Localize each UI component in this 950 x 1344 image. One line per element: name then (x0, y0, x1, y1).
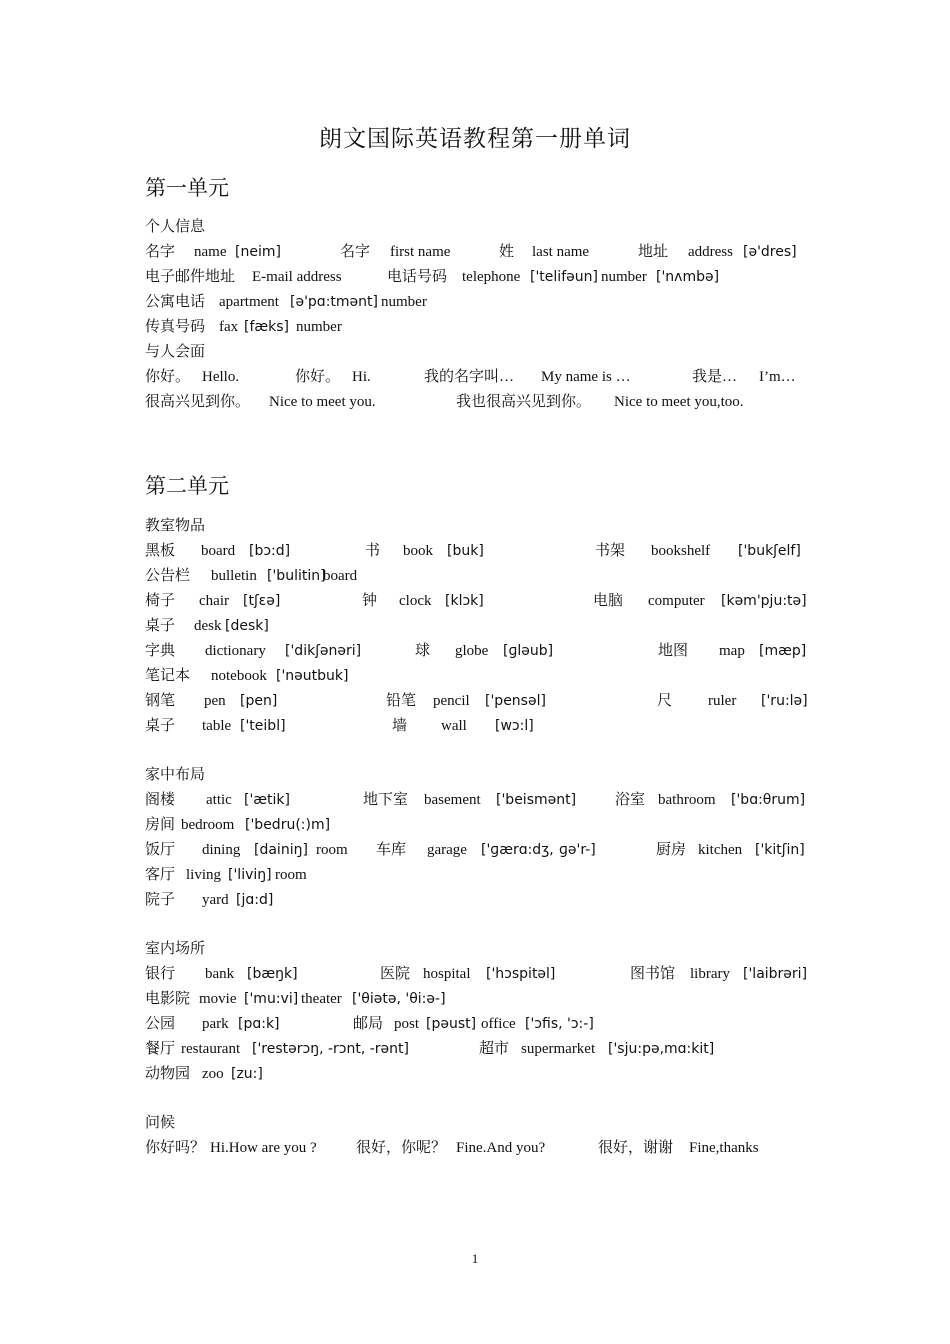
chinese-word: 院子 (145, 892, 176, 908)
phonetic: [desk] (225, 618, 269, 634)
section-heading (145, 763, 810, 787)
phonetic: ['ɔfis, 'ɔ:-] (525, 1016, 594, 1032)
english-word: theater (301, 991, 342, 1007)
chinese-word: 铅笔 (386, 693, 417, 709)
phonetic: [kəm'pju:tə] (721, 593, 807, 609)
english-word: first name (390, 244, 451, 260)
chinese-word: 动物园 (145, 1066, 191, 1082)
english-word: Nice to meet you. (269, 394, 376, 410)
phonetic: ['ɡærɑ:dʒ, (481, 842, 554, 858)
english-word: bedroom (181, 817, 235, 833)
vocab-line (145, 689, 810, 713)
english-word: pencil (433, 693, 470, 709)
chinese-word: 电影院 (145, 991, 191, 1007)
chinese-word: 电脑 (593, 593, 624, 609)
english-word: kitchen (698, 842, 743, 858)
unit-heading: 第一单元 (145, 176, 229, 200)
phonetic: ['bɑ:θrum] (731, 792, 806, 808)
english-word: number (601, 269, 647, 285)
vocab-line (145, 390, 810, 414)
phonetic: [ɡləub] (503, 643, 554, 659)
phonetic: [wɔ:l] (495, 718, 534, 734)
chinese-word: 我的名字叫… (424, 369, 515, 385)
vocab-line (145, 987, 810, 1011)
english-word: bank (205, 966, 235, 982)
english-word: restaurant (181, 1041, 241, 1057)
chinese-word: 图书馆 (630, 966, 676, 982)
english-word: Nice to meet you,too. (614, 394, 744, 410)
english-word: clock (399, 593, 432, 609)
vocab-line (145, 788, 810, 812)
english-word: Fine.And you? (456, 1140, 546, 1156)
phonetic: [pɑ:k] (238, 1016, 280, 1032)
vocab-line (145, 962, 810, 986)
english-word: board (323, 568, 358, 584)
chinese-word: 阁楼 (145, 792, 176, 808)
phonetic: ['θiətə, 'θi:ə-] (352, 991, 446, 1007)
english-word: room (316, 842, 348, 858)
chinese-word: 你好吗？ (145, 1140, 206, 1156)
vocab-line (145, 240, 810, 264)
phonetic: ['liviŋ] (228, 867, 272, 883)
section-heading-text: 个人信息 (145, 219, 206, 235)
chinese-word: 电子邮件地址 (145, 269, 236, 285)
chinese-word: 地下室 (363, 792, 409, 808)
phonetic: ['nəutbuk] (276, 668, 349, 684)
vocab-line (145, 589, 810, 613)
vocab-line (145, 614, 810, 638)
english-word: wall (441, 718, 467, 734)
english-word: room (275, 867, 307, 883)
english-word: dining (202, 842, 241, 858)
phonetic: [pəust] (426, 1016, 477, 1032)
chinese-word: 桌子 (145, 618, 176, 634)
section-heading (145, 1111, 810, 1135)
phonetic: [mæp] (759, 643, 807, 659)
english-word: bulletin (211, 568, 257, 584)
english-word: chair (199, 593, 229, 609)
chinese-word: 名字 (340, 244, 371, 260)
chinese-word: 很高兴见到你。 (145, 394, 251, 410)
chinese-word: 地图 (658, 643, 689, 659)
chinese-word: 字典 (145, 643, 176, 659)
page-number: 1 (471, 1251, 479, 1266)
english-word: pen (204, 693, 226, 709)
vocab-line (145, 315, 810, 339)
chinese-word: 你好。 (145, 369, 191, 385)
vocab-line (145, 639, 810, 663)
chinese-word: 书 (365, 543, 381, 559)
chinese-word: 电话号码 (387, 269, 448, 285)
english-word: number (381, 294, 427, 310)
chinese-word: 公园 (145, 1016, 176, 1032)
vocab-line (145, 290, 810, 314)
chinese-word: 球 (415, 643, 431, 659)
vocab-line (145, 863, 810, 887)
english-word: Hi.How are you ? (210, 1140, 317, 1156)
phonetic: ['sju:pə,mɑ:kit] (608, 1041, 715, 1057)
english-word: E-mail address (252, 269, 342, 285)
chinese-word: 饭厅 (145, 842, 176, 858)
section-heading-text: 教室物品 (145, 518, 206, 534)
phonetic: ['bedru(:)m] (245, 817, 331, 833)
english-word: supermarket (521, 1041, 596, 1057)
english-word: Hi. (352, 369, 371, 385)
chinese-word: 厨房 (656, 842, 687, 858)
phonetic: ['kitʃin] (755, 842, 805, 858)
chinese-word: 房间 (145, 817, 176, 833)
english-word: basement (424, 792, 481, 808)
english-word: bookshelf (651, 543, 711, 559)
english-word: table (202, 718, 232, 734)
chinese-word: 我也很高兴见到你。 (456, 394, 592, 410)
chinese-word: 桌子 (145, 718, 176, 734)
phonetic: [neim] (235, 244, 281, 260)
chinese-word: 超市 (479, 1041, 510, 1057)
phonetic: ['nʌmbə] (656, 269, 720, 285)
phonetic: ['ætik] (244, 792, 291, 808)
phonetic: [ə'dres] (743, 244, 797, 260)
chinese-word: 餐厅 (145, 1041, 176, 1057)
english-word: zoo (202, 1066, 224, 1082)
chinese-word: 医院 (380, 966, 411, 982)
vocab-line (145, 838, 810, 862)
english-word: Fine,thanks (689, 1140, 759, 1156)
english-word: book (403, 543, 433, 559)
chinese-word: 公寓电话 (145, 294, 206, 310)
chinese-word: 地址 (638, 244, 669, 260)
section-heading-text: 与人会面 (145, 344, 206, 360)
english-word: apartment (219, 294, 279, 310)
english-word: park (202, 1016, 229, 1032)
section-heading-text: 问候 (145, 1115, 176, 1131)
english-word: map (719, 643, 745, 659)
chinese-word: 姓 (499, 244, 515, 260)
chinese-word: 名字 (145, 244, 176, 260)
english-word: address (688, 244, 733, 260)
section-heading (145, 340, 810, 364)
chinese-word: 钢笔 (145, 693, 176, 709)
phonetic: ['dikʃənəri] (285, 643, 362, 659)
phonetic: ['bukʃelf] (738, 543, 801, 559)
section-heading (145, 937, 810, 961)
phonetic: ['bulitin] (267, 568, 326, 584)
phonetic: [bɔ:d] (249, 543, 291, 559)
phonetic: ['pensəl] (485, 693, 546, 709)
chinese-word: 浴室 (615, 792, 646, 808)
phonetic: [tʃɛə] (243, 593, 281, 609)
english-word: hospital (423, 966, 471, 982)
phonetic: ['ru:lə] (761, 693, 808, 709)
section-heading-text: 家中布局 (145, 767, 206, 783)
english-word: Hello. (202, 369, 240, 385)
english-word: computer (648, 593, 705, 609)
phonetic: ['teibl] (240, 718, 286, 734)
phonetic: [pen] (240, 693, 278, 709)
phonetic: [bæŋk] (247, 966, 298, 982)
english-word: number (296, 319, 342, 335)
phonetic: ɡə'r-] (559, 842, 596, 858)
english-word: bathroom (658, 792, 716, 808)
chinese-word: 客厅 (145, 867, 176, 883)
chinese-word: 银行 (145, 966, 176, 982)
section-heading (145, 514, 810, 538)
chinese-word: 邮局 (353, 1016, 384, 1032)
chinese-word: 很好，谢谢 (598, 1140, 674, 1156)
vocab-line (145, 1062, 810, 1086)
english-word: telephone (462, 269, 521, 285)
vocab-line (145, 1037, 810, 1061)
chinese-word: 公告栏 (145, 568, 191, 584)
english-word: movie (199, 991, 237, 1007)
vocab-line (145, 265, 810, 289)
english-word: post (394, 1016, 420, 1032)
english-word: fax (219, 319, 239, 335)
vocab-line (145, 1136, 810, 1160)
english-word: yard (202, 892, 229, 908)
chinese-word: 你好。 (295, 369, 341, 385)
chinese-word: 车库 (376, 842, 407, 858)
vocab-line (145, 365, 810, 389)
section-heading-text: 室内场所 (145, 941, 206, 957)
phonetic: [klɔk] (445, 593, 484, 609)
english-word: dictionary (205, 643, 266, 659)
phonetic: ['telifəun] (530, 269, 598, 285)
chinese-word: 墙 (392, 718, 408, 734)
phonetic: ['hɔspitəl] (486, 966, 556, 982)
phonetic: [zu:] (231, 1066, 263, 1082)
vocab-line (145, 539, 810, 563)
phonetic: [ə'pɑ:tmənt] (290, 294, 378, 310)
chinese-word: 笔记本 (145, 668, 191, 684)
english-word: attic (206, 792, 232, 808)
phonetic: [buk] (447, 543, 484, 559)
vocab-line (145, 664, 810, 688)
chinese-word: 书架 (595, 543, 626, 559)
vocab-line (145, 564, 810, 588)
phonetic: [jɑ:d] (236, 892, 274, 908)
vocab-line (145, 1012, 810, 1036)
english-word: living (186, 867, 222, 883)
english-word: desk (194, 618, 222, 634)
chinese-word: 很好，你呢？ (356, 1140, 447, 1156)
english-word: My name is … (541, 369, 631, 385)
english-word: library (690, 966, 730, 982)
chinese-word: 钟 (362, 593, 378, 609)
phonetic: [dainiŋ] (254, 842, 308, 858)
english-word: board (201, 543, 236, 559)
english-word: garage (427, 842, 467, 858)
vocab-line (145, 888, 810, 912)
vocab-line (145, 813, 810, 837)
chinese-word: 尺 (657, 693, 673, 709)
phonetic: ['beismənt] (496, 792, 577, 808)
phonetic: [fæks] (244, 319, 290, 335)
document-title: 朗文国际英语教程第一册单词 (319, 126, 631, 151)
phonetic: ['laibrəri] (743, 966, 808, 982)
section-heading (145, 215, 810, 239)
english-word: notebook (211, 668, 267, 684)
phonetic: ['mu:vi] (244, 991, 299, 1007)
english-word: office (481, 1016, 516, 1032)
chinese-word: 传真号码 (145, 319, 206, 335)
english-word: name (194, 244, 227, 260)
english-word: globe (455, 643, 489, 659)
english-word: last name (532, 244, 590, 260)
vocab-line (145, 714, 810, 738)
chinese-word: 黑板 (145, 543, 176, 559)
chinese-word: 我是… (692, 369, 738, 385)
unit-heading: 第二单元 (145, 474, 229, 498)
english-word: ruler (708, 693, 737, 709)
english-word: I’m… (759, 369, 796, 385)
phonetic: ['restərɔŋ, -rɔnt, -rənt] (252, 1041, 409, 1057)
chinese-word: 椅子 (145, 593, 176, 609)
